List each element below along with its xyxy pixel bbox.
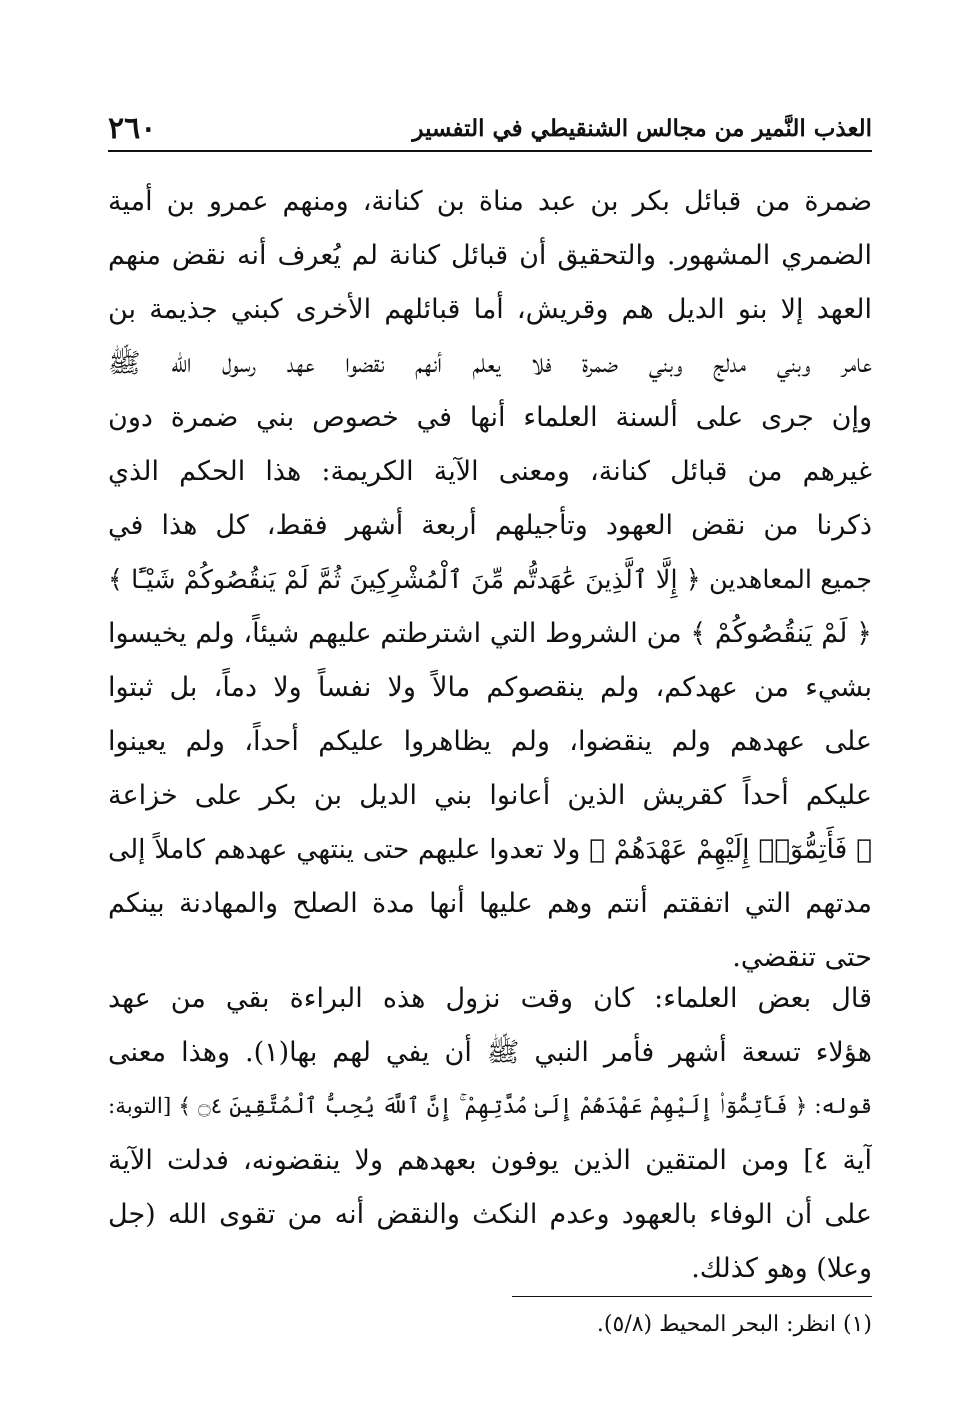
running-title: العذب النَّمير من مجالس الشنقيطي في التفسير <box>412 115 872 142</box>
text-line: الضمري المشهور. والتحقيق أن قبائل كنانة لم يُعرف أنه نقض منهم <box>108 240 872 271</box>
footnote-rule <box>512 1296 872 1297</box>
quran-verse-line: ﴿ فَأَتِمُّوٓا۟ إِلَيْهِمْ عَهْدَهُمْ ﴾ ولا تعدوا عليهم حتى ينتهي عهدهم كاملاً إلى <box>108 834 872 865</box>
text-line: غيرهم من قبائل كنانة، ومعنى الآية الكريمة: هذا الحكم الذي <box>108 456 872 487</box>
text-line: عليكم أحداً كقريش الذين أعانوا بني الديل بن بكر على خزاعة <box>108 780 872 811</box>
text-line: على أن الوفاء بالعهود وعدم النكث والنقض أنه من تقوى الله (جل <box>108 1199 872 1230</box>
header-rule <box>108 150 872 152</box>
text-line: قال بعض العلماء: كان وقت نزول هذه البراءة بقي من عهد <box>108 983 872 1014</box>
text-line: آية ٤] ومن المتقين الذين يوفون بعهدهم ولا ينقضونه، فدلت الآية <box>108 1145 872 1176</box>
text-line: العهد إلا بنو الديل هم وقريش، أما قبائلهم الأخرى كبني جذيمة بن <box>108 294 872 325</box>
text-line: ضمرة من قبائل بكر بن عبد مناة بن كنانة، ومنهم عمرو بن أمية <box>108 186 872 217</box>
text-line: عامر وبني مدلج وبني ضمرة فلا يعلم أنهم نقضوا عهد رسول الله ﷺ <box>108 348 872 379</box>
text-line: وإن جرى على ألسنة العلماء أنها في خصوص بني ضمرة دون <box>108 402 872 433</box>
quran-verse-line: جميع المعاهدين ﴿ إِلَّا ٱلَّذِينَ عَٰهَدتُّم مِّنَ ٱلْمُشْرِكِينَ ثُمَّ لَمْ يَنقُصُوكُمْ شَيْـًٔا ﴾ <box>108 565 872 595</box>
footnote: (١) انظر: البحر المحيط (٥/٨). <box>596 1312 872 1337</box>
book-page <box>108 0 872 1412</box>
paragraph-2 <box>108 972 872 1296</box>
text-line: على عهدهم ولم ينقضوا، ولم يظاهروا عليكم أحداً، ولم يعينوا <box>108 726 872 757</box>
paragraph-1 <box>108 175 872 985</box>
text-line: هؤلاء تسعة أشهر فأمر النبي ﷺ أن يفي لهم بها(١). وهذا معنى <box>108 1037 872 1068</box>
text-line: حتى تنقضي. <box>732 942 872 973</box>
text-line: وعلا) وهو كذلك. <box>691 1253 872 1284</box>
page-number: ٢٦٠ <box>108 111 157 146</box>
text-line: مدتهم التي اتفقتم أنتم وهم عليها أنها مدة الصلح والمهادنة بينكم <box>108 888 872 919</box>
quran-verse-line: ﴿ لَمْ يَنقُصُوكُمْ ﴾ من الشروط التي اشترطتم عليهم شيئاً، ولم يخيسوا <box>108 618 872 649</box>
page-header <box>108 100 872 148</box>
text-line: بشيء من عهدكم، ولم ينقصوكم مالاً ولا نفساً ولا دماً، بل ثبتوا <box>108 672 872 703</box>
text-line: ذكرنا من نقض العهود وتأجيلهم أربعة أشهر فقط، كل هذا في <box>108 510 872 541</box>
quran-verse-line: قوله: ﴿ فَأَتِمُّوٓا۟ إِلَيْهِمْ عَهْدَهُمْ إِلَىٰ مُدَّتِهِمْ ۚ إِنَّ ٱللَّهَ يُحِبُّ ٱلْمُتَّقِينَ ۝٤ ﴾ [التوبة: <box>108 1094 872 1119</box>
